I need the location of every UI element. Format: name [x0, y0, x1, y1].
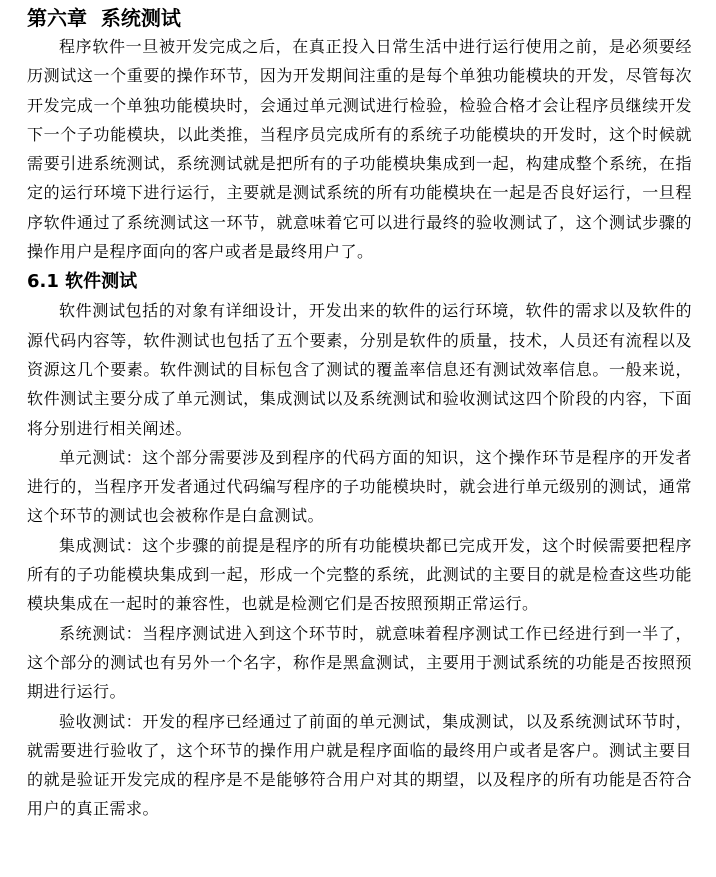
paragraph-integration-test: 集成测试：这个步骤的前提是程序的所有功能模块都已完成开发，这个时候需要把程序所有的子功能模块集成到一起，形成一个完整的系统，此测试的主要目的就是检查这些功能模块集成在一起时的兼容性，也就是检测它们是否按照预期正常运行。: [27, 535, 692, 614]
chapter-intro-paragraph: 程序软件一旦被开发完成之后，在真正投入日常生活中进行运行使用之前，是必须要经历测试这一个重要的操作环节，因为开发期间注重的是每个单独功能模块的开发，尽管每次开发完成一个单独功能模块时，会通过单元测试进行检验，检验合格才会让程序员继续开发下一个子功能模块，以此类推，当程序员完成所有的系统子功能模块的开发时，这个时候就需要引进系统测试，系统测试就是把所有的子功能模块集成到一起，构建成整个系统，在指定的运行环境下进行运行，主要就是测试系统的所有功能模块在一起是否良好运行，一旦程序软件通过了系统测试这一环节，就意味着它可以进行最终的验收测试了，这个测试步骤的操作用户是程序面向的客户或者是最终用户了。: [27, 37, 692, 262]
paragraph-overview: 软件测试包括的对象有详细设计，开发出来的软件的运行环境，软件的需求以及软件的源代码内容等，软件测试也包括了五个要素，分别是软件的质量，技术，人员还有流程以及资源这几个要素。软件测试的目标包含了测试的覆盖率信息还有测试效率信息。一般来说，软件测试主要分成了单元测试，集成测试以及系统测试和验收测试这四个阶段的内容，下面将分别进行相关阐述。: [27, 301, 692, 438]
section-title: 6.1 软件测试: [27, 271, 138, 293]
chapter-title: 第六章 系统测试: [27, 6, 181, 30]
paragraph-system-test: 系统测试：当程序测试进入到这个环节时，就意味着程序测试工作已经进行到一半了，这个部分的测试也有另外一个名字，称作是黑盒测试，主要用于测试系统的功能是否按照预期进行运行。: [27, 623, 692, 702]
paragraph-acceptance-test: 验收测试：开发的程序已经通过了前面的单元测试，集成测试，以及系统测试环节时，就需要进行验收了，这个环节的操作用户就是程序面临的最终用户或者是客户。测试主要目的就是验证开发完成的程序是不是能够符合用户对其的期望，以及程序的所有功能是否符合用户的真正需求。: [27, 711, 692, 819]
paragraph-unit-test: 单元测试：这个部分需要涉及到程序的代码方面的知识，这个操作环节是程序的开发者进行的，当程序开发者通过代码编写程序的子功能模块时，就会进行单元级别的测试，通常这个环节的测试也会被称作是白盒测试。: [27, 447, 692, 526]
